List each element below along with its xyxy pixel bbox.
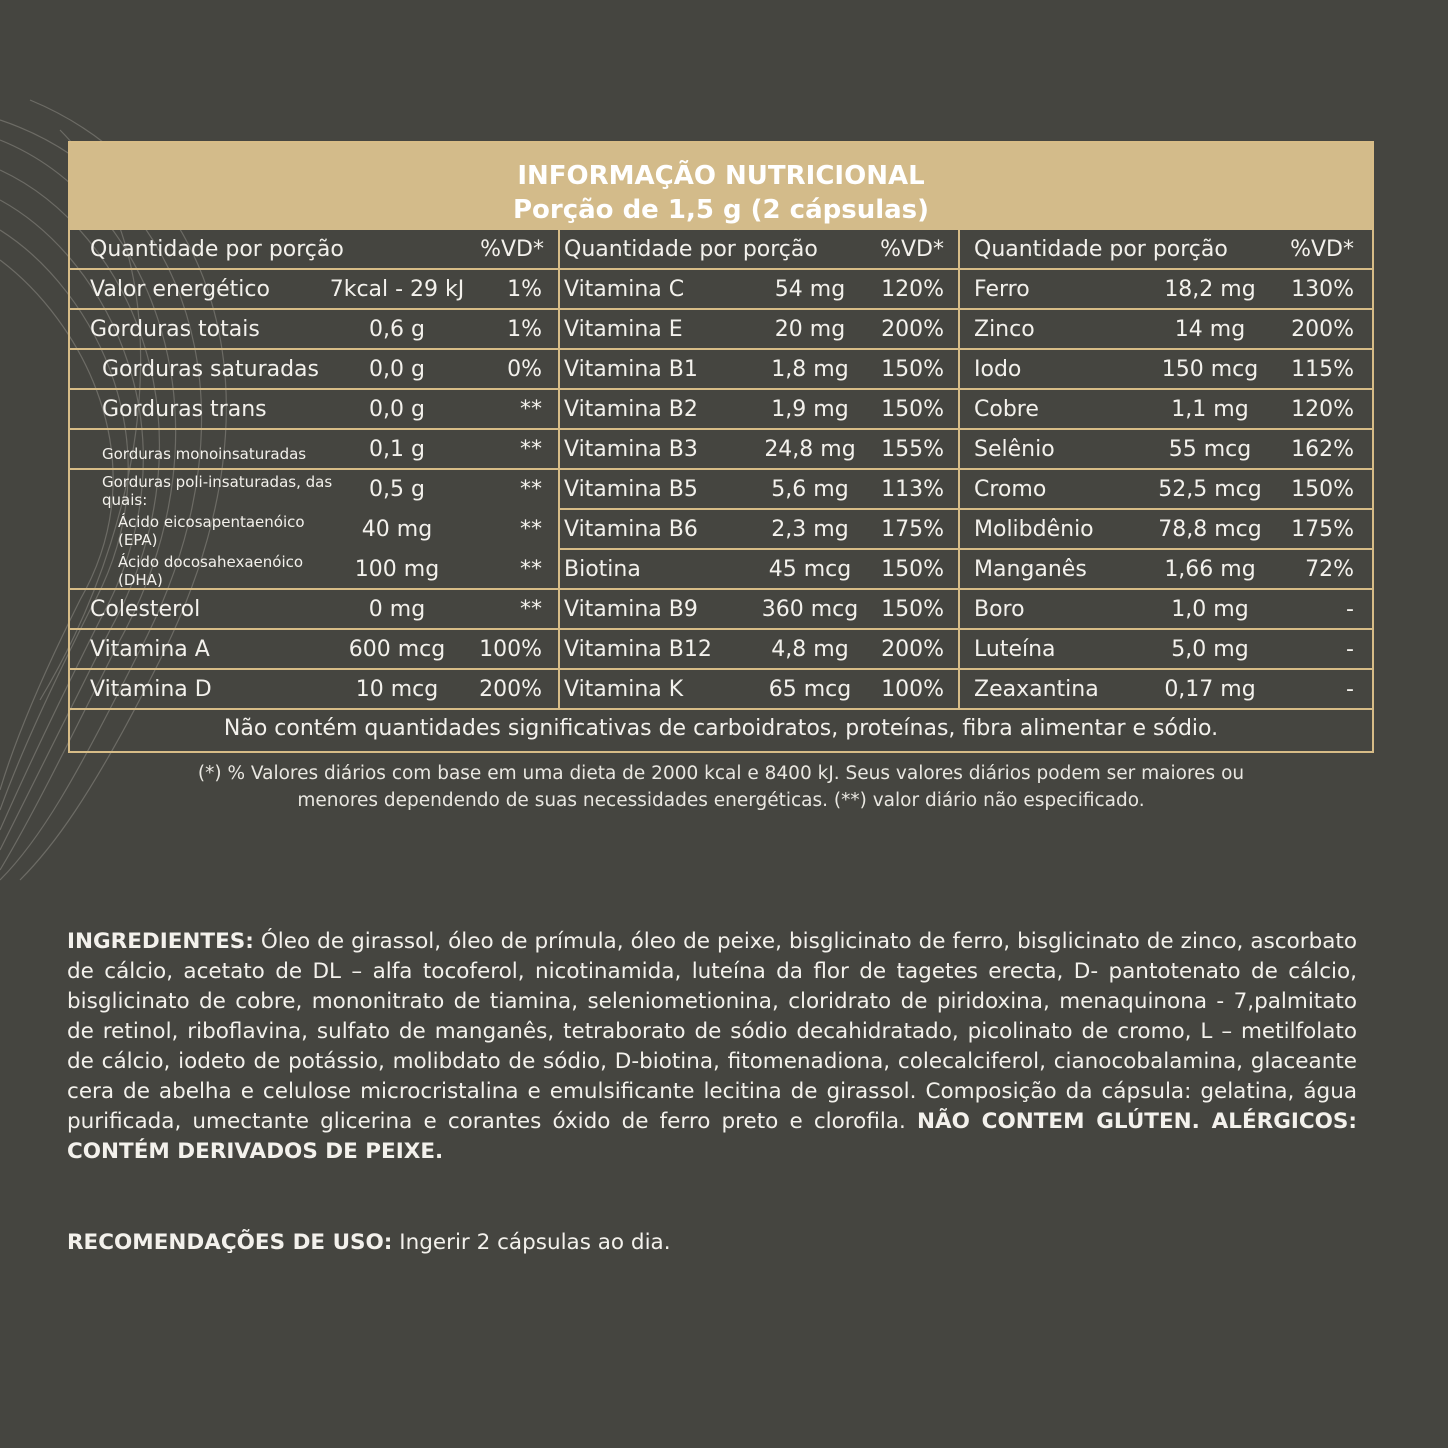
ingredients-text: Óleo de girassol, óleo de prímula, óleo de peixe, bisglicinato de ferro, bisglicinato de zinco, ascorbato de cálcio, acetato de DL – alfa tocoferol, nicotinamida, luteína da flor de tagetes erecta, D- pantotenato de cálcio, bisglicinato de cobre, mononitrato de tiamina, seleniometionina, cloridrato de piridoxina, menaquinona - 7,palmitato de retinol, riboflavina, sulfato de manganês, tetraborato de sódio decahidratado, picolinato de cromo, L – metilfolato de cálcio, iodeto de potássio, molibdato de sódio, D-biotina, fitomenadiona, colecalciferol, cianocobalamina, glaceante cera de abelha e celulose microcristalina e emulsificante lecitina de girassol. Composição da cápsula: gelatina, água purificada, umectante glicerina e corantes óxido de ferro preto e clorofila. [67,929,1357,1134]
table-row: Valor energético 7kcal - 29 kJ 1% [70,270,558,310]
column-macros [70,230,558,710]
ingredients-paragraph [67,927,1357,1167]
table-row: Iodo 150 mcg 115% [960,350,1372,390]
allergen-warning: NÃO CONTEM GLÚTEN. ALÉRGICOS: CONTÉM DERIVADOS DE PEIXE. [67,1109,1357,1164]
table-row: Vitamina B5 5,6 mg 113% [560,470,958,510]
column-header [70,230,558,270]
table-row: Gorduras monoinsaturadas 0,1 g ** [70,430,558,470]
vd-header: %VD* [880,237,944,262]
table-row: Vitamina A 600 mcg 100% [70,630,558,670]
column-vitamins [558,230,958,710]
column-header [960,230,1372,270]
usage-text: Ingerir 2 cápsulas ao dia. [392,1230,671,1255]
vd-header: %VD* [1290,237,1354,262]
usage-label: RECOMENDAÇÕES DE USO: [67,1230,393,1255]
table-row: Biotina 45 mcg 150% [560,550,958,590]
table-row: Boro 1,0 mg - [960,590,1372,630]
column-minerals [958,230,1372,710]
daily-value-note [68,760,1374,814]
table-row: Luteína 5,0 mg - [960,630,1372,670]
column-header [560,230,958,270]
table-footer-note: Não contém quantidades significativas de carboidratos, proteínas, fibra alimentar e sódio. [223,716,1219,741]
table-row: Vitamina E 20 mg 200% [560,310,958,350]
table-row: Vitamina C 54 mg 120% [560,270,958,310]
table-row: Vitamina K 65 mcg 100% [560,670,958,710]
qty-header: Quantidade por porção [974,237,1228,262]
vd-header: %VD* [480,237,544,262]
table-row: Gorduras trans 0,0 g ** [70,390,558,430]
daily-value-note-line: menores dependendo de suas necessidades energéticas. (**) valor diário não especificado. [297,790,1145,811]
table-row: Selênio 55 mcg 162% [960,430,1372,470]
table-row: Zeaxantina 0,17 mg - [960,670,1372,710]
table-row: Vitamina B6 2,3 mg 175% [560,510,958,550]
ingredients-label: INGREDIENTES: [67,929,254,954]
portion-size: Porção de 1,5 g (2 cápsulas) [512,195,930,225]
table-title: INFORMAÇÃO NUTRICIONAL [517,161,925,191]
nutrition-facts-table [68,141,1374,753]
table-header [70,143,1372,230]
table-row: Vitamina B9 360 mcg 150% [560,590,958,630]
table-row: Ferro 18,2 mg 130% [960,270,1372,310]
table-row: Ácido docosahexaenóico (DHA) 100 mg ** [70,550,558,590]
table-row: Colesterol 0 mg ** [70,590,558,630]
table-row: Vitamina B12 4,8 mg 200% [560,630,958,670]
usage-recommendation [67,1228,1357,1258]
table-row: Zinco 14 mg 200% [960,310,1372,350]
table-row: Gorduras poli-insaturadas, das quais: 0,5 g ** [102,473,542,509]
table-row: Vitamina B1 1,8 mg 150% [560,350,958,390]
table-row: Vitamina D 10 mcg 200% [70,670,558,710]
daily-value-note-line: (*) % Valores diários com base em uma dieta de 2000 kcal e 8400 kJ. Seus valores diários podem ser maiores ou [197,763,1245,784]
table-row: Cobre 1,1 mg 120% [960,390,1372,430]
table-row: Gorduras saturadas 0,0 g 0% [70,350,558,390]
qty-header: Quantidade por porção [90,237,344,262]
table-row: Manganês 1,66 mg 72% [960,550,1372,590]
table-row: Cromo 52,5 mcg 150% [960,470,1372,510]
table-row: Gorduras totais 0,6 g 1% [70,310,558,350]
table-row: Vitamina B2 1,9 mg 150% [560,390,958,430]
table-row: Molibdênio 78,8 mcg 175% [960,510,1372,550]
qty-header: Quantidade por porção [564,237,818,262]
table-row: Vitamina B3 24,8 mg 155% [560,430,958,470]
table-row: Ácido eicosapentaenóico (EPA) 40 mg ** [118,513,542,549]
